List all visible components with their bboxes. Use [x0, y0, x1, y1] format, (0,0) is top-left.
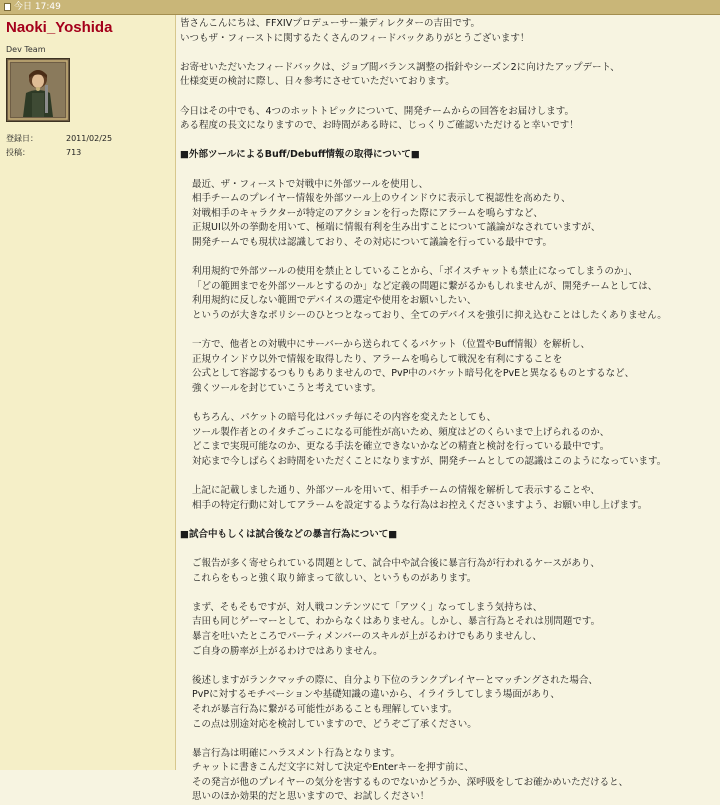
text-line: PvPに対するモチベーションや基礎知識の違いから、イライラしてしまう場面があり、 — [192, 689, 560, 701]
text-line: ある程度の長文になりますので、お時間がある時に、じっくりご確認いただけると幸いです！ — [180, 120, 579, 132]
post-body — [180, 17, 716, 803]
text-line: この点は別途対応を検討していますので、どうぞご了承ください。 — [192, 718, 477, 730]
text-line: もちろん、パケットの暗号化はパッチ毎にその内容を変えたとしても、 — [192, 412, 497, 424]
text-line: その発言が他のプレイヤーの気分を害するものでないかどうか、深呼吸をしてお確かめいただけると、 — [192, 776, 629, 788]
paragraph — [180, 338, 716, 396]
text-line: 強くツールを封じていこうと考えています。 — [192, 382, 382, 394]
paragraph — [180, 265, 716, 323]
text-line: ツール製作者とのイタチごっこになる可能性が高いため、頻度はどのくらいまで上げられるのか、 — [192, 426, 610, 438]
text-line: 対応まで今しばらくお時間をいただくことになりますが、開発チームとしての認識はこのようになっています。 — [192, 455, 667, 467]
user-role: Dev Team — [6, 45, 46, 54]
text-line: 皆さんこんにちは、FFXIVプロデューサー兼ディレクターの吉田です。 — [180, 18, 481, 29]
text-line: 公式として容認するつもりもありませんので、PvP中のパケット暗号化をPvEと異なるものとするなど、 — [192, 368, 635, 380]
paragraph — [180, 674, 716, 732]
section-heading: ■試合中もしくは試合後などの暴言行為について■ — [180, 528, 398, 540]
text-line: ご自身の勝率が上がるわけではありません。 — [192, 645, 383, 657]
paragraph — [180, 17, 716, 46]
stat-value: 713 — [66, 148, 82, 157]
text-line: これらをもっと強く取り締まって欲しい、というものがあります。 — [192, 572, 477, 584]
text-line: 最近、ザ・フィーストで対戦中に外部ツールを使用し、 — [192, 178, 429, 190]
text-line: 利用規約で外部ツールの使用を禁止としていることから、「ボイスチャットも禁止になってしまうのか」、 — [192, 266, 638, 278]
section-heading: ■外部ツールによるBuff/Debuff情報の取得について■ — [180, 149, 420, 161]
paragraph — [180, 601, 716, 659]
text-line: どこまで実現可能なのか、更なる手法を確立できないかなどの精査と検討を行っている最中です。 — [192, 441, 610, 453]
stat-label: 投稿： — [6, 148, 30, 157]
text-line: 相手の特定行動に対してアラームを設定するような行為はお控えくださいますよう、お願い申し上げます。 — [192, 499, 648, 511]
post-icon — [4, 3, 11, 11]
paragraph — [180, 557, 716, 586]
text-line: それが暴言行為に繋がる可能性があることも理解しています。 — [192, 703, 458, 715]
text-line: 仕様変更の検討に際し、日々参考にさせていただいております。 — [180, 76, 455, 88]
stat-join-date — [6, 132, 112, 146]
paragraph — [180, 411, 716, 469]
text-line: 相手チームのプレイヤー情報を外部ツール上のウインドウに表示して視認性を高めたり、 — [192, 193, 571, 205]
text-line: 正規ウインドウ以外で情報を取得したり、アラームを鳴らして戦況を有利にすることを — [192, 353, 563, 365]
stat-post-count — [6, 146, 112, 160]
text-line: お寄せいただいたフィードバックは、ジョブ間バランス調整の指針やシーズン2に向けたアップデート、 — [180, 61, 620, 73]
text-line: 「どの範囲までを外部ツールとするのか」など定義の問題に繋がるかもしれませんが、開発チームとしては、 — [192, 280, 658, 292]
user-stats — [6, 132, 112, 160]
text-line: 対戦相手のキャラクターが特定のアクションを行った際にアラームを鳴らすなど、 — [192, 207, 543, 219]
paragraph — [180, 747, 716, 805]
paragraph — [180, 105, 716, 134]
stat-label: 登録日： — [6, 134, 38, 143]
post-time: 今日 17:49 — [14, 2, 61, 12]
paragraph — [180, 484, 716, 513]
avatar-character-icon — [7, 59, 69, 121]
text-line: 正規UI以外の挙動を用いて、極端に情報有利を生み出すことについて議論がなされていますが、 — [192, 222, 601, 234]
text-line: 開発チームでも現状は認識しており、その対応について議論を行っている最中です。 — [192, 236, 553, 248]
paragraph — [180, 178, 716, 251]
text-line: いつもザ・フィーストに関するたくさんのフィードバックありがとうございます！ — [180, 32, 530, 44]
paragraph — [180, 61, 716, 90]
username-link[interactable]: Naoki_Yoshida — [6, 19, 113, 36]
text-line: まず、そもそもですが、対人戦コンテンツにて「アツく」なってしまう気持ちは、 — [192, 601, 543, 613]
text-line: 一方で、他者との対戦中にサーバーから送られてくるパケット（位置やBuff情報）を解析し、 — [192, 339, 590, 351]
text-line: 利用規約に反しない範囲でデバイスの選定や使用をお願いしたい、 — [192, 295, 477, 307]
avatar[interactable] — [6, 58, 70, 122]
text-line: 後述しますがランクマッチの際に、自分より下位のランクプレイヤーとマッチングされた場合、 — [192, 674, 598, 686]
post-header-bar — [0, 0, 720, 15]
text-line: 上記に記載しました通り、外部ツールを用いて、相手チームの情報を解析して表示することや、 — [192, 485, 600, 496]
stat-value: 2011/02/25 — [66, 134, 113, 143]
text-line: 暴言を吐いたところでパーティメンバーのスキルが上がるわけでもありませんし、 — [192, 630, 542, 642]
text-line: というのが大きなポリシーのひとつとなっており、全てのデバイスを強引に抑え込むことはしたくありません。 — [192, 309, 667, 321]
text-line: 暴言行為は明確にハラスメント行為となります。 — [192, 747, 400, 759]
text-line: 吉田も同じゲーマーとして、わからなくはありません。しかし、暴言行為とそれは別問題です。 — [192, 616, 601, 628]
text-line: チャットに書きこんだ文字に対して決定やEnterキーを押す前に、 — [192, 762, 474, 774]
text-line: ご報告が多く寄せられている問題として、試合中や試合後に暴言行為が行われるケースがあり、 — [192, 557, 600, 569]
text-line: 今日はその中でも、4つのホットトピックについて、開発チームからの回答をお届けします。 — [180, 105, 575, 117]
user-info-panel — [0, 15, 176, 770]
text-line: 思いのほか効果的だと思いますので、お試しください！ — [192, 791, 430, 803]
